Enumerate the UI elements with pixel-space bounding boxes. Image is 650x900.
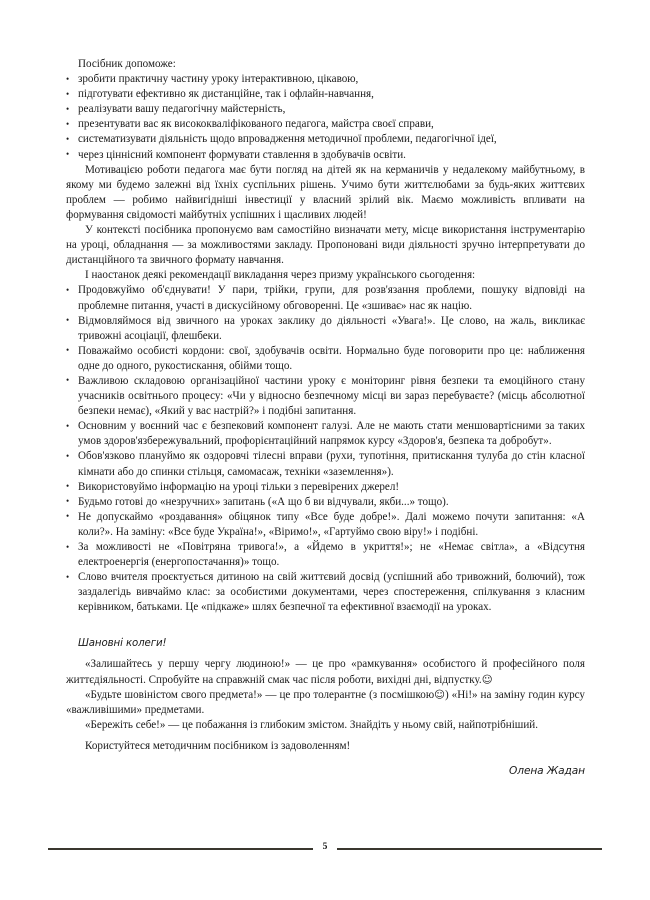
list-item: • зробити практичну частину уроку інтерактивною, цікавою,	[66, 72, 585, 87]
smiley-icon: ☺	[434, 688, 445, 701]
list-item: • підготувати ефективно як дистанційне, так і офлайн-навчання,	[66, 87, 585, 102]
list-item: • Слово вчителя проєктується дитиною на свій життєвий досвід (успішний або тривожний, болючий), тож заздалегідь вивчаймо клас: за особистими документами, через спостереження, спілкування з класним керівником, батьками. Це «підкаже» шлях безпечної та ефективної взаємодії на уроках.	[66, 570, 585, 615]
list-item: • Основним у воєнний час є безпековий компонент галузі. Але не мають стати меншовартісними за таких умов здоров'язбережувальний, профорієнтаційний напрямок курсу «Здоров'я, безпека та добробут».	[66, 419, 585, 449]
list-item: • Використовуймо інформацію на уроці тільки з перевірених джерел!	[66, 480, 585, 495]
recommendations-bullet-list	[66, 283, 585, 615]
list-item: • Продовжуймо об'єднувати! У пари, трійки, групи, для розв'язання проблеми, пошуку відповіді на проблемне питання, участі в дискусійному обговоренні. Це «зшиває» нас як націю.	[66, 283, 585, 313]
closing-paragraph-2-text-end: ) «Ні!» на заміну годин курсу «важливішими» предметами.	[66, 688, 585, 716]
intro-bullet-list	[66, 72, 585, 163]
list-item: • Обов'язково плануймо як оздоровчі тілесні вправи (рухи, тупотіння, притискання тулуба до стін класної кімнати або до спинки стільця, самомасаж, техніки «заземлення»).	[66, 449, 585, 479]
closing-paragraph-1	[66, 657, 585, 687]
author-signature: Олена Жадан	[509, 765, 585, 778]
section-spacer	[66, 615, 585, 636]
list-item: • Важливою складовою організаційної частини уроку є моніторинг рівня безпеки та емоційного стану учасників освітнього процесу: «Чи у відносно безпечному місці ви зараз перебуваєте? (місць абсолютної безпеки немає), «Який у вас настрій?» і подібні запитання.	[66, 374, 585, 419]
body-paragraph-recommendations-intro: І наостанок деякі рекомендації викладання через призму українського сьогодення:	[85, 269, 476, 282]
list-item: • Не допускаймо «роздавання» обіцянок типу «Все буде добре!». Далі можемо почути запитання: «А коли?». На заміну: «Все буде Україна!», «Віримо!», «Гартуймо свою віру!» і подібні.	[66, 510, 585, 540]
closing-paragraph-2	[66, 688, 585, 718]
list-item: • Будьмо готові до «незручних» запитань («А що б ви відчували, якби...» тощо).	[66, 495, 585, 510]
list-item: • За можливості не «Повітряна тривога!», а «Йдемо в укриття!»; не «Немає світла», а «Відсутня електроенергія (енергопостачання)» тощо.	[66, 540, 585, 570]
list-item: • реалізувати вашу педагогічну майстерність,	[66, 102, 585, 117]
body-paragraph-context: У контексті посібника пропонуємо вам самостійно визначати мету, місце використання інструментарію на уроці, обладнання — за можливостями закладу. Пропоновані види діяльності зручно інтерпретувати до дистанційного та звичного формату навчання.	[66, 224, 585, 267]
closing-paragraph-3: «Бережіть себе!» — це побажання із глибоким змістом. Знайдіть у ньому свій, найпотрібніший.	[85, 718, 539, 731]
smiley-icon: ☺	[481, 673, 493, 686]
body-paragraph-motivation: Мотивацією роботи педагога має бути погляд на дітей як на керманичів у недалекому майбутньому, в якому ми будемо залежні від їхніх суспільних рішень. Учимо бути життєлюбами за будь-яких життєвих проблем — робимо найвигідніші інвестиції у власний зрілий вік. Маємо можливість впливати на формування свідомості майбутніх успішних і щасливих людей!	[66, 163, 585, 221]
list-item: • систематизувати діяльність щодо впровадження методичної проблеми, педагогічної ідеї,	[66, 132, 585, 147]
list-item: • Поважаймо особисті кордони: свої, здобувачів освіти. Нормально буде поговорити про це: наближення одне до одного, рукостискання, обійми тощо.	[66, 344, 585, 374]
page-footer	[48, 841, 602, 857]
list-item: • через ціннісний компонент формувати ставлення в здобувачів освіти.	[66, 148, 585, 163]
list-item: • Відмовляймося від звичного на уроках заклику до діяльності «Увага!». Це слово, на жаль, викликає тривожні асоціації, флешбеки.	[66, 314, 585, 344]
list-item: • презентувати вас як висококваліфікованого педагога, майстра своєї справи,	[66, 117, 585, 132]
intro-lead-in: Посібник допоможе:	[78, 58, 176, 70]
closing-paragraph-4: Користуйтеся методичним посібником із задоволенням!	[85, 739, 351, 752]
closing-paragraph-2-text-start: «Будьте шовіністом свого предмета!» — це про толерантне (з посмішкою	[85, 688, 435, 701]
closing-heading: Шановні колеги!	[78, 638, 167, 650]
footer-rule-right	[337, 848, 602, 850]
footer-rule-left	[48, 848, 313, 850]
page-content	[66, 57, 585, 779]
signature-spacer	[66, 754, 585, 764]
closing-paragraph-1-text: «Залишайтесь у першу чергу людиною!» — це про «рамкування» особистого й професійного поля життєдіяльності. Спробуйте на справжній смак час після роботи, вихідні дні, відпустку.	[66, 658, 585, 686]
page-number: 5	[322, 842, 328, 853]
